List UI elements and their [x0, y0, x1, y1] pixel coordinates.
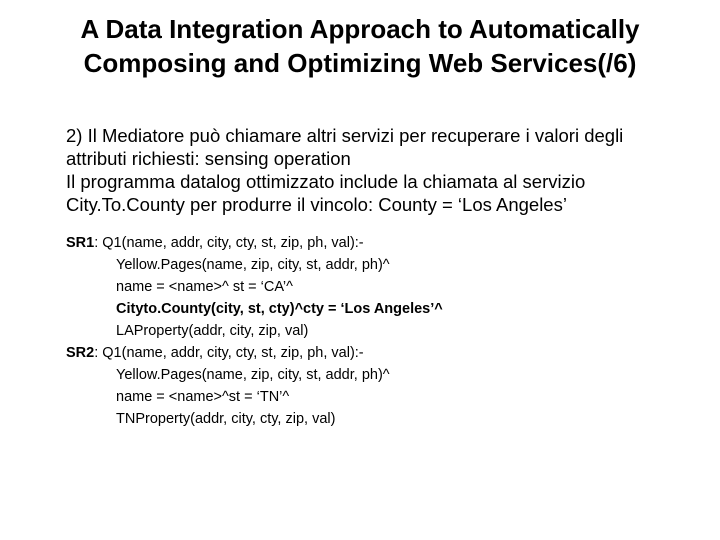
- slide-title: [20, 12, 700, 80]
- paragraph-1-line-1: 2) Il Mediatore può chiamare altri servizi per recuperare i valori degli: [66, 125, 624, 146]
- rule-sr1-label: SR1: [66, 235, 95, 251]
- rule-sr1-head-text: : Q1(name, addr, city, cty, st, zip, ph, val):-: [94, 235, 364, 251]
- rule-sr1-line-3: Cityto.County(city, st, cty)^cty = ‘Los Angeles’^: [116, 301, 443, 317]
- paragraph-2-line-2: City.To.County per produrre il vincolo: County = ‘Los Angeles’: [66, 194, 567, 215]
- rule-sr2-line-1: Yellow.Pages(name, zip, city, st, addr, ph)^: [116, 367, 390, 383]
- paragraph-2-line-1: Il programma datalog ottimizzato include la chiamata al servizio: [66, 171, 586, 192]
- title-line-2: Composing and Optimizing Web Services(/6): [83, 48, 637, 78]
- slide-body: [66, 124, 706, 216]
- rules-block: [66, 232, 706, 430]
- rule-sr2-line-2: name = <name>^st = ‘TN’^: [116, 389, 290, 405]
- paragraph-1-line-2: attributi richiesti: sensing operation: [66, 148, 351, 169]
- rule-sr2-line-3: TNProperty(addr, city, cty, zip, val): [116, 411, 336, 427]
- rule-sr1-line-2: name = <name>^ st = ‘CA’^: [116, 279, 293, 295]
- rule-sr2-head: [66, 342, 706, 364]
- rule-sr1-line-4: LAProperty(addr, city, zip, val): [116, 323, 309, 339]
- rule-sr2-label: SR2: [66, 345, 95, 361]
- rule-sr1-line-1: Yellow.Pages(name, zip, city, st, addr, ph)^: [116, 257, 390, 273]
- rule-sr2-head-text: : Q1(name, addr, city, cty, st, zip, ph, val):-: [94, 345, 364, 361]
- title-line-1: A Data Integration Approach to Automatically: [80, 14, 640, 44]
- rule-sr1-head: [66, 232, 706, 254]
